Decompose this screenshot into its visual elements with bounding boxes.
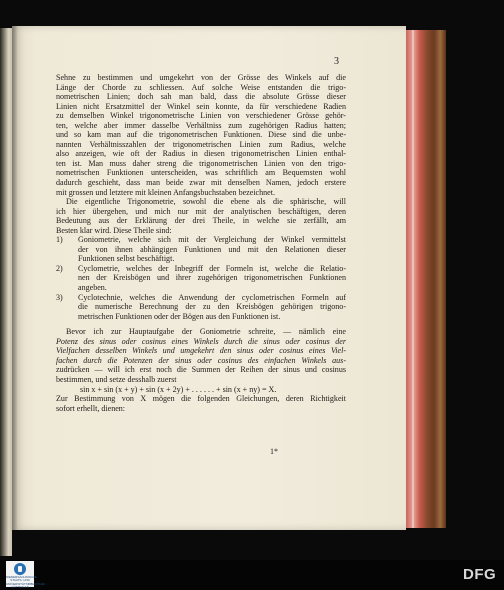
page-gutter-shadow [12,26,18,530]
list-item [56,235,346,264]
library-name: NIEDERSÄCHSISCHE STAATS- UND UNIVERSITÄTSBIBLIOTHEK GÖTTINGEN [6,575,46,590]
text-line: und so kam man auf die trigonometrischen Funktionen. Diese sind die unbe- [56,130,346,140]
text-line: die numerische Berechnung der zu den Kreisbögen gehörigen trigono- [78,302,346,312]
text-line: also anzeigen, wie oft der Radius in diesen trigonometrischen Linien enthal- [56,149,346,159]
dfg-logo: DFG [463,566,497,583]
text-line: Goniometrie, welche sich mit der Vergleichung der Winkel vermittelst [78,235,346,245]
text-line: der von ihnen abhängigen Funktionen und mit den Relationen dieser [78,244,346,254]
book-cover-edge [406,30,446,528]
text-line: angeben. [78,283,107,293]
formula: sin x + sin (x + y) + sin (x + 2y) + . . . . . . + sin (x + ny) = X. [80,384,277,394]
text-line: Die eigentliche Trigonometrie, sowohl die ebene als die sphärische, will [66,197,346,207]
text-line: Vielfachen desselben Winkels und umgekehrt den sinus oder cosinus eines Viel- [56,346,346,356]
text-line: Bedeutung aus der Erklärung der drei Theile, in welche sie zerfällt, am [56,216,346,226]
list-number: 3) [56,292,63,302]
text-line: Zur Bestimmung von X mögen die folgenden Gleichungen, deren Richtigkeit [56,394,346,404]
text-line: nometrischen Linien; doch sah man bald, dass die absolute Grösse dieser [56,92,346,102]
text-line: ten, welche aber immer dasselbe Verhältniss zum zugehörigen Radius hatten; [56,120,346,130]
page-text [56,73,346,413]
previous-page-edge [0,28,12,556]
library-emblem-icon [14,563,26,575]
text-line: Länge der Chorde zu schliessen. Auf solche Weise entstanden die trigo- [56,82,346,92]
text-line: Cyclometrie, welches der Inbegriff der Formeln ist, welche die Relatio- [78,263,346,273]
signature-mark: 1* [270,447,278,456]
text-line: Linien nicht Ersatzmittel der Winkel sein konnte, da für verschiedene Radien [56,101,346,111]
text-line: bestimmen, und setze desshalb zuerst [56,374,177,384]
text-line: Funktionen selbst beschäftigt. [78,254,175,264]
text-line: zu demselben Winkel trigonometrische Linien von verschiedener Grösse gehör- [56,111,346,121]
text-line: Besten klar wird. Diese Theile sind: [56,225,172,235]
text-line: dadurch geschieht, dass man beide zwar mit denselben Namen, jedoch erstere [56,178,346,188]
text-line: nen der Kreisbögen und ihrer zugehörigen trigonometrischen Funktionen [78,273,346,283]
list-number: 2) [56,263,63,273]
text-line: ten ist. Man muss daher streng die trigonometrischen Linien von den trigo- [56,158,346,168]
list-item [56,264,346,293]
text-line: fachen durch die Potenzen der sinus oder cosinus des einfachen Winkels aus- [56,355,346,365]
text-line: nannten Verhältnisszahlen der trigonometrischen Linien zum Radius, welche [56,139,346,149]
page-number: 3 [334,56,339,67]
text-line: ich hier übergehen, und mich nur mit der analytischen beschäftigen, deren [56,206,346,216]
list-number: 1) [56,235,63,245]
text-line: Cyclotechnie, welches die Anwendung der cyclometrischen Formeln auf [78,292,346,302]
text-line: mit grossen und letztere mit kleinen Anfangsbuchstaben bezeichnet. [56,187,275,197]
text-line: sofort erhellt, dienen: [56,403,126,413]
text-line: Sehne zu bestimmen und umgekehrt von der Grösse des Winkels auf die [56,73,346,82]
text-line: Potenz des sinus oder cosinus eines Winkels durch die sinus oder cosinus der [56,336,346,346]
text-line: metrischen Funktionen oder der Bögen aus den Funktionen ist. [78,311,281,321]
text-line: nometrischen Funktionen unterscheiden, was schriftlich am Bequemsten wohl [56,168,346,178]
list-item [56,293,346,322]
library-logo [6,561,46,590]
text-line: zudrücken — will ich erst noch die Summen der Reihen der sinus und cosinus [56,365,346,375]
text-line: Bevor ich zur Hauptaufgabe der Goniometrie schreite, — nämlich eine [66,327,346,337]
